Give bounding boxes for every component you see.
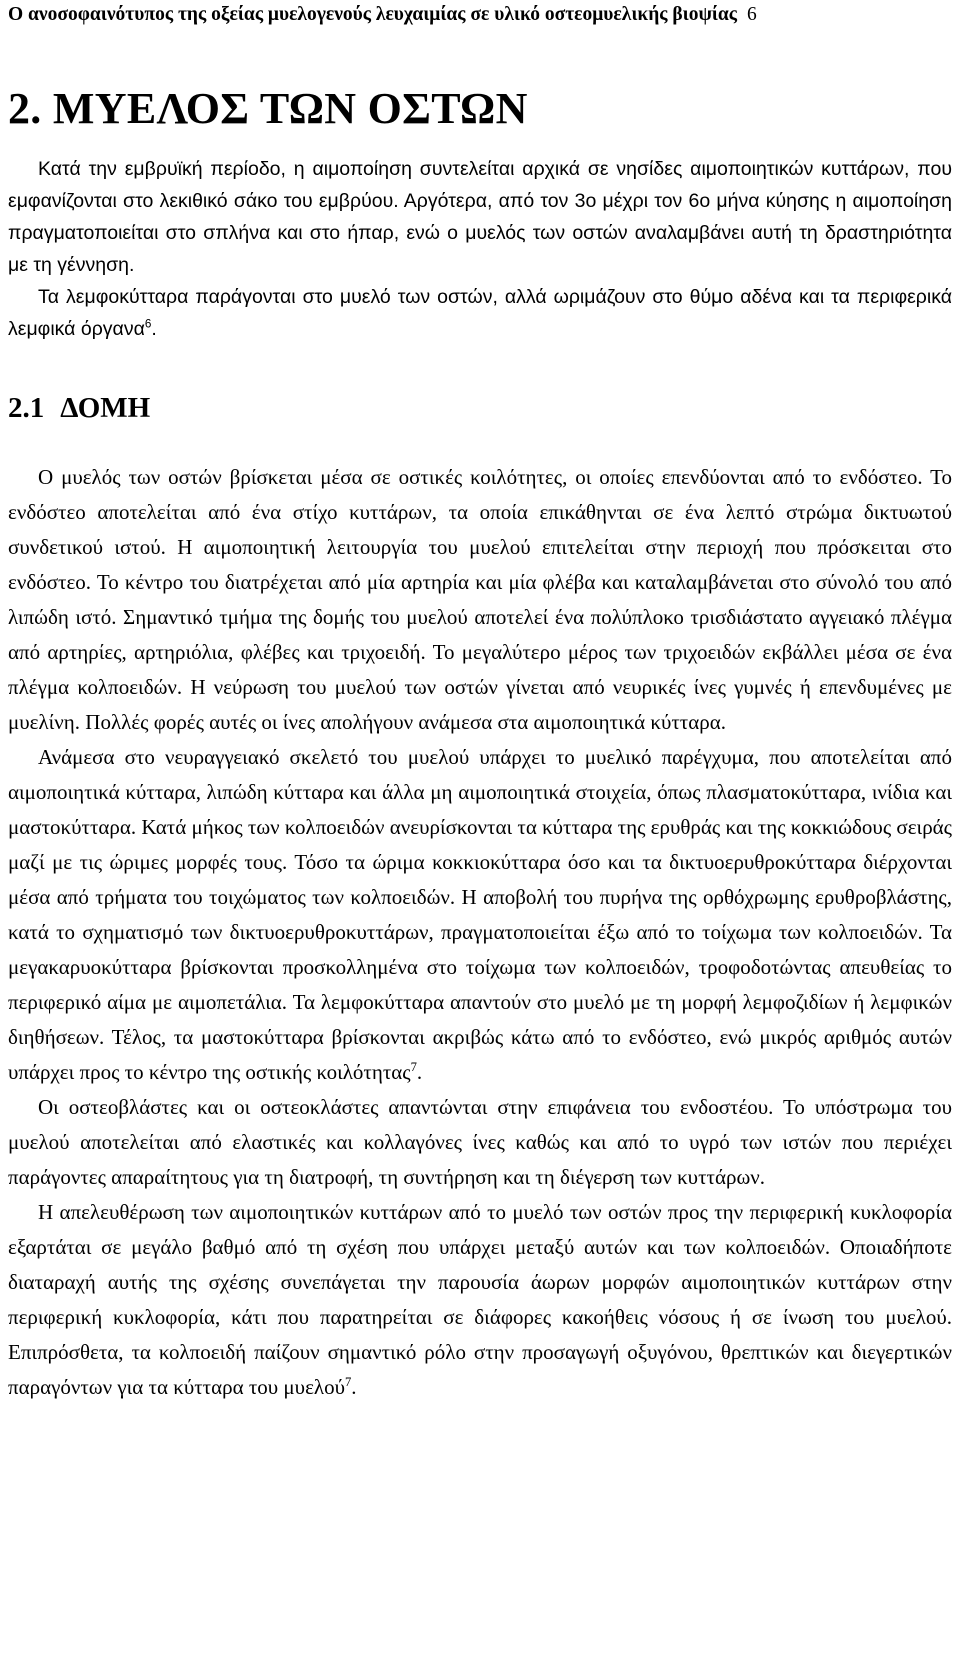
body-paragraph-4-text: Η απελευθέρωση των αιμοποιητικών κυττάρων από το μυελό των οστών προς την περιφερική κυκλοφορία εξαρτάται σε μεγάλο βαθμό από τη σχέση που υπάρχει μεταξύ αυτών και των κολποειδών. Οποιαδήποτε διαταραχή αυτής της σχέσης συνεπάγεται την παρουσία άωρων μορφών αιμοποιητικών κυττάρων στην περιφερική κυκλοφορία, κάτι που παρατηρείται σε διάφορες κακοήθεις νόσους ή σε ίνωση του μυελού. Επιπρόσθετα, τα κολποειδή παίζουν σημαντικό ρόλο στην προσαγωγή οξυγόνου, θρεπτικών και διεγερτικών παραγόντων για τα κύτταρα του μυελού: [8, 1200, 952, 1399]
footnote-reference: 7: [344, 1375, 352, 1389]
body-paragraph-2-text: Ανάμεσα στο νευραγγειακό σκελετό του μυελού υπάρχει το μυελικό παρέγχυμα, που αποτελείται από αιμοποιητικά κύτταρα, λιπώδη κύτταρα και άλλα μη αιμοποιητικά στοιχεία, όπως πλασματοκύτταρα, ινίδια και μαστοκύτταρα. Κατά μήκος των κολποειδών ανευρίσκονται τα κύτταρα της ερυθράς και της κοκκιώδους σειράς μαζί με τις ώριμες μορφές τους. Τόσο τα ώριμα κοκκιοκύτταρα όσο και τα δικτυοερυθροκύτταρα διέρχονται μέσα από τρήματα του τοιχώματος των κολποειδών. Η αποβολή του πυρήνα της ορθόχρωμης ερυθροβλάστης, κατά το σχηματισμό των δικτυοερυθροκυττάρων, πραγματοποιείται έξω από το τοίχωμα των κολποειδών. Τα μεγακαρυοκύτταρα βρίσκονται προσκολλημένα στο τοίχωμα των κολποειδών, τροφοδοτώντας απευθείας το περιφερικό αίμα με αιμοπετάλια. Τα λεμφοκύτταρα απαντούν στο μυελό με τη μορφή λεμφοζιδίων ή λεμφικών διηθήσεων. Τέλος, τα μαστοκύτταρα βρίσκονται ακριβώς κάτω από το ενδόστεο, ενώ μικρός αριθμός αυτών υπάρχει προς το κέντρο της οστικής κοιλότητας: [8, 745, 952, 1084]
body-paragraph-3: Οι οστεοβλάστες και οι οστεοκλάστες απαντώνται στην επιφάνεια του ενδοστέου. Το υπόστρωμα του μυελού αποτελείται από ελαστικές και κολλαγόνες ίνες καθώς και από το υγρό των ιστών που περιέχει παράγοντες απαραίτητους για τη διατροφή, τη συντήρηση και τη διέγερση των κυττάρων.: [8, 1095, 952, 1189]
section-body: [8, 460, 952, 1405]
body-paragraph-4-end: .: [351, 1375, 357, 1399]
body-paragraph-1: Ο μυελός των οστών βρίσκεται μέσα σε οστικές κοιλότητες, οι οποίες επενδύονται από το ενδόστεο. Το ενδόστεο αποτελείται από ένα στίχο κυττάρων, τα οποία επικάθηνται σε ένα λεπτό στρώμα δικτυωτού συνδετικού ιστού. Η αιμοποιητική λειτουργία του μυελού επιτελείται στην περιοχή που πρόσκειται στο ενδόστεο. Το κέντρο του διατρέχεται από μία αρτηρία και μία φλέβα και καταλαμβάνεται στο σύνολό του από λιπώδη ιστό. Σημαντικό τμήμα της δομής του μυελού αποτελεί ένα πολύπλοκο τρισδιάστατο αγγειακό πλέγμα από αρτηρίες, αρτηριόλια, φλέβες και τριχοειδή. Το μεγαλύτερο μέρος των τριχοειδών εκβάλλει μέσα σε ένα πλέγμα κολποειδών. Η νεύρωση του μυελού των οστών γίνεται από νευρικές ίνες γυμνές ή επενδυμένες με μυελίνη. Πολλές φορές αυτές οι ίνες απολήγουν ανάμεσα στα αιμοποιητικά κύτταρα.: [8, 465, 952, 734]
section-title: ΔΟΜΗ: [60, 392, 151, 424]
page-number: 6: [747, 4, 757, 25]
chapter-title: ΜΥΕΛΟΣ ΤΩΝ ΟΣΤΩΝ: [52, 84, 528, 133]
chapter-number: 2.: [8, 84, 42, 133]
intro-text: [8, 153, 952, 345]
document-page: [8, 0, 952, 1405]
intro-paragraph-2: [8, 281, 952, 345]
intro-paragraph-2-text: Τα λεμφοκύτταρα παράγονται στο μυελό των οστών, αλλά ωριμάζουν στο θύμο αδένα και τα περιφερικά λεμφικά όργανα: [8, 286, 952, 340]
section-number: 2.1: [8, 392, 45, 424]
body-paragraph-2-end: .: [416, 1060, 423, 1084]
body-paragraph-4: [8, 1195, 952, 1405]
footnote-reference: 6: [144, 317, 152, 331]
running-header: [8, 2, 952, 28]
body-paragraph-2: [8, 740, 952, 1090]
chapter-heading: [8, 83, 952, 135]
section-heading: [8, 389, 952, 427]
intro-paragraph-1: Κατά την εμβρυϊκή περίοδο, η αιμοποίηση συντελείται αρχικά σε νησίδες αιμοποιητικών κυττάρων, που εμφανίζονται στο λεκιθικό σάκο του εμβρύου. Αργότερα, από τον 3ο μέχρι τον 6ο μήνα κύησης η αιμοποίηση πραγματοποιείται στο σπλήνα και στο ήπαρ, ενώ ο μυελός των οστών αναλαμβάνει αυτή τη δραστηριότητα με τη γέννηση.: [8, 158, 952, 276]
footnote-reference: 7: [410, 1060, 417, 1074]
intro-paragraph-2-end: .: [151, 318, 157, 340]
header-title: Ο ανοσοφαινότυπος της οξείας μυελογενούς λευχαιμίας σε υλικό οστεομυελικής βιοψίας: [8, 4, 738, 25]
